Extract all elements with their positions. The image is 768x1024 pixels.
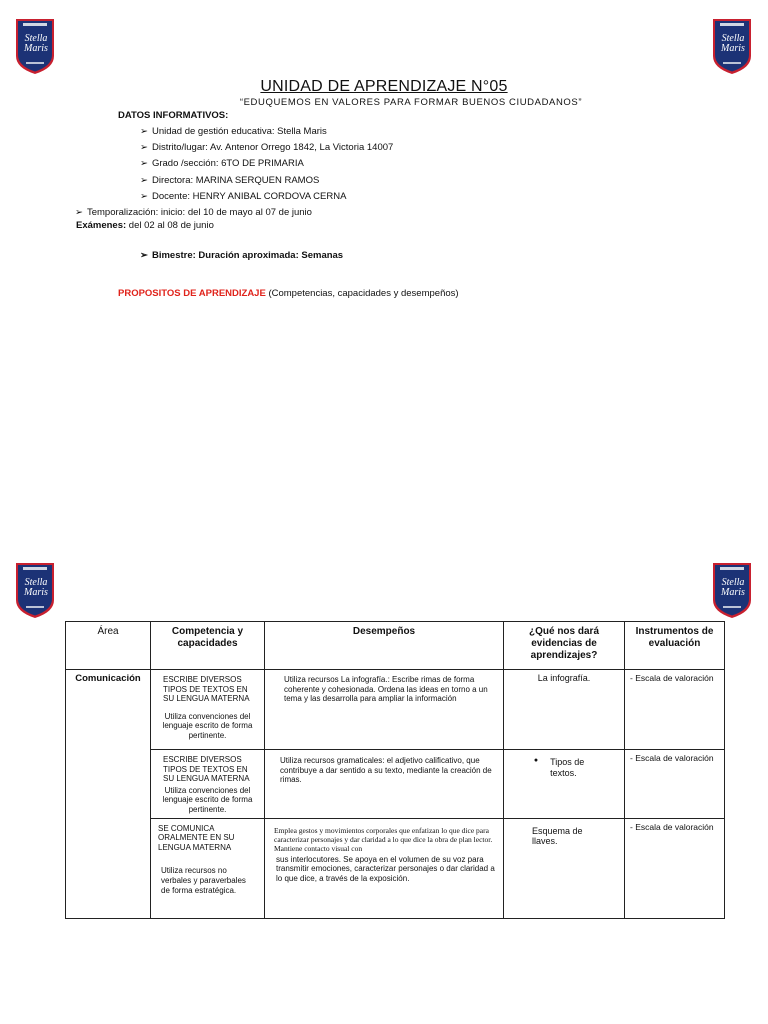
info-line-grado: ➢ Grado /sección: 6TO DE PRIMARIA [140,158,304,169]
svg-text:Stella: Stella [24,33,48,44]
arrow-bullet-icon: ➢ [140,158,148,169]
evidencia-cell: ● Tipos de textos. [504,750,625,819]
instrumento-cell: - Escala de valoración [625,670,725,750]
table-row [66,750,725,819]
info-line-docente: ➢ Docente: HENRY ANIBAL CORDOVA CERNA [140,191,347,202]
school-crest-logo [14,16,56,76]
evidencia-cell: Esquema de llaves. [504,818,625,918]
header-instrumentos: Instrumentos de evaluación [625,622,725,670]
school-crest-logo [711,16,753,76]
area-cell: Comunicación [66,670,151,919]
svg-text:Stella: Stella [24,577,48,588]
table-row [66,818,725,918]
desempeno-cell: Utiliza recursos La infografía.: Escribe rimas de forma coherente y cohesionada. Ordena las ideas en torno a un tema y las desarrolla para ampliar la información [265,670,504,750]
svg-text:Stella: Stella [721,577,745,588]
arrow-bullet-icon: ➢ [140,250,148,261]
info-line-bimestre: ➢ Bimestre: Duración aproximada: Semanas [140,250,344,261]
info-line-unidad: ➢ Unidad de gestión educativa: Stella Maris [140,126,327,137]
info-line-directora: ➢ Directora: MARINA SERQUEN RAMOS [140,175,320,186]
competencia-cell: ESCRIBE DIVERSOS TIPOS DE TEXTOS EN SU LENGUA MATERNA Utiliza convenciones del lenguaje escrito de forma pertinente. [151,670,265,750]
datos-informativos-heading: DATOS INFORMATIVOS: [118,110,229,121]
propositos-heading: PROPOSITOS DE APRENDIZAJE (Competencias, capacidades y desempeños) [118,288,459,299]
propositos-table [65,621,725,919]
school-crest-logo [711,560,753,620]
desempeno-cell: Utiliza recursos gramaticales: el adjetivo calificativo, que contribuye a dar sentido a su texto, mediante la creación de rimas. [265,750,504,819]
header-evidencias: ¿Qué nos dará evidencias de aprendizajes? [504,622,625,670]
info-line-distrito: ➢ Distrito/lugar: Av. Antenor Orrego 1842, La Victoria 14007 [140,142,394,153]
arrow-bullet-icon: ➢ [75,207,83,218]
arrow-bullet-icon: ➢ [140,175,148,186]
document-subtitle: “EDUQUEMOS EN VALORES PARA FORMAR BUENOS CIUDADANOS” [239,97,583,108]
svg-text:Maris: Maris [24,587,48,598]
info-line-temporalizacion: ➢ Temporalización: inicio: del 10 de mayo al 07 de junio [75,207,312,218]
arrow-bullet-icon: ➢ [140,126,148,137]
arrow-bullet-icon: ➢ [140,142,148,153]
table-header-row [66,622,725,670]
school-crest-logo [14,560,56,620]
header-desempenos: Desempeños [265,622,504,670]
instrumento-cell: - Escala de valoración [625,818,725,918]
bullet-dot-icon: ● [533,757,539,764]
info-line-examenes: Exámenes: del 02 al 08 de junio [76,220,214,231]
svg-text:Stella: Stella [721,33,745,44]
header-area: Área [66,622,151,670]
instrumento-cell: - Escala de valoración [625,750,725,819]
desempeno-cell: Emplea gestos y movimientos corporales que enfatizan lo que dice para caracterizar personajes y dar claridad a lo que dice la obra de plan lector. Mantiene contacto visual con sus interlocutores. Se apoya en el volumen de su voz para transmitir emociones, caracterizar personajes o dar claridad a lo que dice, a través de la exposición. [265,818,504,918]
header-competencia: Competencia y capacidades [151,622,265,670]
evidencia-cell: La infografía. [504,670,625,750]
document-title: UNIDAD DE APRENDIZAJE N°05 [260,78,508,95]
competencia-cell: ESCRIBE DIVERSOS TIPOS DE TEXTOS EN SU LENGUA MATERNA Utiliza convenciones del lenguaje escrito de forma pertinente. [151,750,265,819]
svg-text:Maris: Maris [721,587,745,598]
svg-text:Maris: Maris [721,43,745,54]
competencia-cell: SE COMUNICA ORALMENTE EN SU LENGUA MATERNA Utiliza recursos no verbales y paraverbales de forma estratégica. [151,818,265,918]
svg-text:Maris: Maris [24,43,48,54]
table-row [66,670,725,750]
arrow-bullet-icon: ➢ [140,191,148,202]
